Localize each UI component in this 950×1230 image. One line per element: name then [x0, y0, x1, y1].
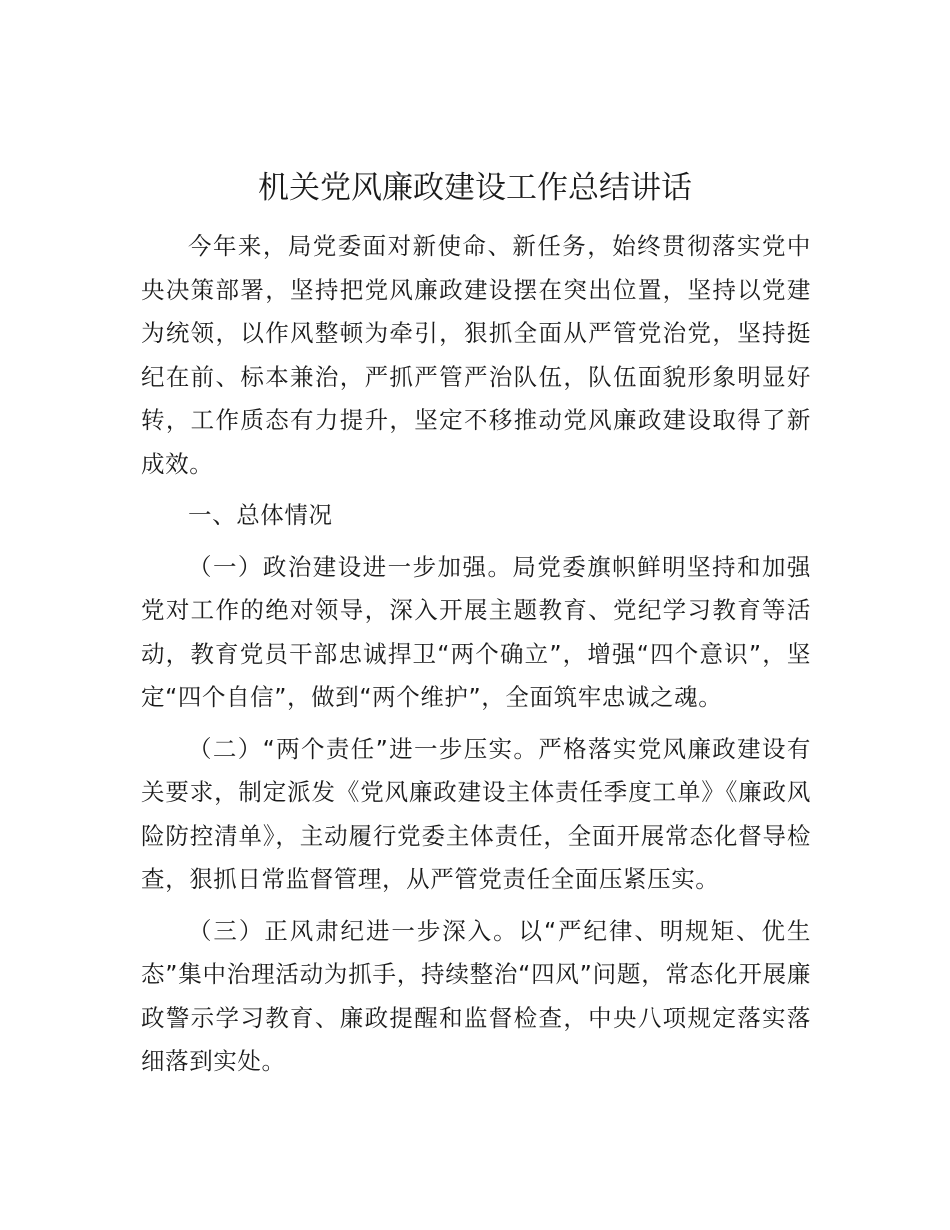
- document-title: 机关党风廉政建设工作总结讲话: [258, 170, 692, 206]
- section-heading: 一、总体情况: [188, 501, 333, 529]
- paragraph-discipline: （三）正风肃纪进一步深入。以“严纪律、明规矩、优生态”集中治理活动为抓手，持续整治“四风”问题，常态化开展廉政警示学习教育、廉政提醒和监督检查，中央八项规定落实落细落到实处。: [141, 916, 811, 1075]
- paragraph-two-responsibilities: （二）“两个责任”进一步压实。严格落实党风廉政建设有关要求，制定派发《党风廉政建设主体责任季度工单》《廉政风险防控清单》，主动履行党委主体责任，全面开展常态化督导检查，狠抓日常监督管理，从严管党责任全面压紧压实。: [141, 734, 811, 893]
- intro-paragraph: 今年来，局党委面对新使命、新任务，始终贯彻落实党中央决策部署，坚持把党风廉政建设摆在突出位置，坚持以党建为统领，以作风整顿为牵引，狠抓全面从严管党治党，坚持挺纪在前、标本兼治，严抓严管严治队伍，队伍面貌形象明显好转，工作质态有力提升，坚定不移推动党风廉政建设取得了新成效。: [141, 232, 811, 478]
- document-body: [141, 225, 811, 1092]
- paragraph-political-construction: （一）政治建设进一步加强。局党委旗帜鲜明坚持和加强党对工作的绝对领导，深入开展主题教育、党纪学习教育等活动，教育党员干部忠诚捍卫“两个确立”，增强“四个意识”，坚定“四个自信”，做到“两个维护”，全面筑牢忠诚之魂。: [141, 552, 811, 711]
